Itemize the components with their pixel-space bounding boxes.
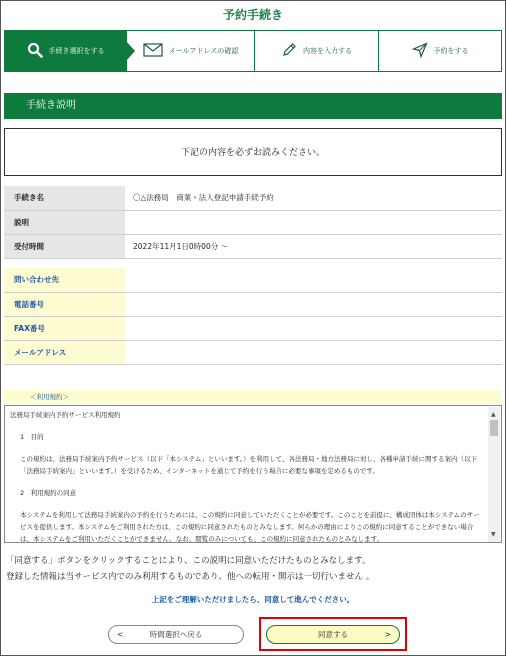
table-row — [4, 186, 502, 210]
scroll-down-icon[interactable]: ▼ — [491, 531, 496, 538]
step-confirm-email — [127, 31, 255, 71]
terms-paragraph: 本システムを利用して法務局手続案内の予約を行うためには、この規約に同意していただくことが必要です。このことを前提に、構成団体は本システムのサービスを提供します。本システムをご利用された方は、この規約に同意されたものとみなします。何らかの理由によりこの規約に同意することができない場合は、本システムをご利用いただくことができません。なお、閲覧のみについても、この規約に同意されたものとみなします。 — [20, 511, 480, 543]
row-value: 2022年11月1日0時00分 ～ — [125, 234, 502, 258]
terms-scroll-box[interactable] — [4, 405, 502, 543]
terms-section-title: 2 利用規約の同意 — [20, 489, 77, 497]
row-value — [125, 340, 502, 364]
table-row — [4, 292, 502, 316]
agreement-line: 「同意する」ボタンをクリックすることにより、この説明に同意いただけたものとみなします。 — [6, 556, 371, 566]
table-row — [4, 316, 502, 340]
row-label: 問い合わせ先 — [4, 268, 125, 292]
table-row — [4, 340, 502, 364]
row-label: 電話番号 — [4, 292, 125, 316]
row-label: 受付時間 — [4, 234, 125, 258]
terms-section-title: 1 目的 — [20, 433, 44, 441]
search-icon — [27, 42, 43, 60]
pen-icon — [281, 42, 297, 60]
row-label: メールアドレス — [4, 340, 125, 364]
procedure-details-table — [4, 186, 502, 259]
row-value — [125, 268, 502, 292]
row-label: 手続き名 — [4, 186, 125, 210]
step-label: メールアドレスの確認 — [168, 47, 239, 55]
agreement-line: 登録した情報は当サービス内でのみ利用するものであり、他への転用・開示は一切行いません 。 — [6, 572, 375, 582]
back-button-label: 時間選択へ戻る — [149, 630, 203, 639]
scrollbar[interactable] — [488, 407, 500, 543]
agree-button[interactable] — [266, 625, 400, 644]
step-label: 手続き選択をする — [48, 47, 105, 55]
chevron-right-icon: > — [384, 630, 391, 639]
back-button[interactable] — [108, 625, 244, 644]
notice-box: 下記の内容を必ずお読みください。 — [4, 128, 502, 176]
table-row — [4, 210, 502, 234]
step-bar — [4, 30, 502, 72]
mail-icon — [143, 43, 163, 59]
row-value: 〇△法務局 商業・法人登記申請手続予約 — [125, 186, 502, 210]
row-value — [125, 316, 502, 340]
terms-heading: ＜利用規約＞ — [4, 390, 502, 404]
send-icon — [412, 42, 428, 60]
scrollbar-thumb[interactable] — [490, 420, 498, 436]
terms-paragraph: この規約は、法務局手続案内予約サービス（以下「本システム」といいます。）を利用して、各法務局・地方法務局に対し、各種申請手続に関する案内（以下「法務局手続案内」といいます。）を受けるため、インターネットを通じて予約を行う場合に必要な事項を定めるものです。 — [20, 455, 477, 475]
page-title: 予約手続き — [222, 8, 283, 22]
chevron-left-icon: < — [117, 630, 124, 639]
step-enter-details — [255, 31, 379, 71]
scroll-up-icon[interactable]: ▲ — [491, 411, 496, 418]
step-make-reservation — [379, 31, 501, 71]
agree-button-label: 同意する — [318, 630, 348, 639]
table-row — [4, 234, 502, 258]
step-select-procedure — [5, 31, 127, 71]
contact-table — [4, 268, 502, 365]
section-title: 手続き説明 — [4, 93, 502, 119]
row-value — [125, 210, 502, 234]
row-label: 説明 — [4, 210, 125, 234]
terms-title: 法務局手続案内予約サービス利用規約 — [10, 411, 121, 419]
row-value — [125, 292, 502, 316]
agreement-text — [6, 553, 500, 585]
step-label: 内容を入力する — [303, 47, 352, 55]
guidance-text: 上記をご理解いただけましたら、同意して進んでください。 — [151, 595, 355, 604]
table-row — [4, 268, 502, 292]
step-label: 予約をする — [433, 47, 469, 55]
row-label: FAX番号 — [4, 316, 125, 340]
